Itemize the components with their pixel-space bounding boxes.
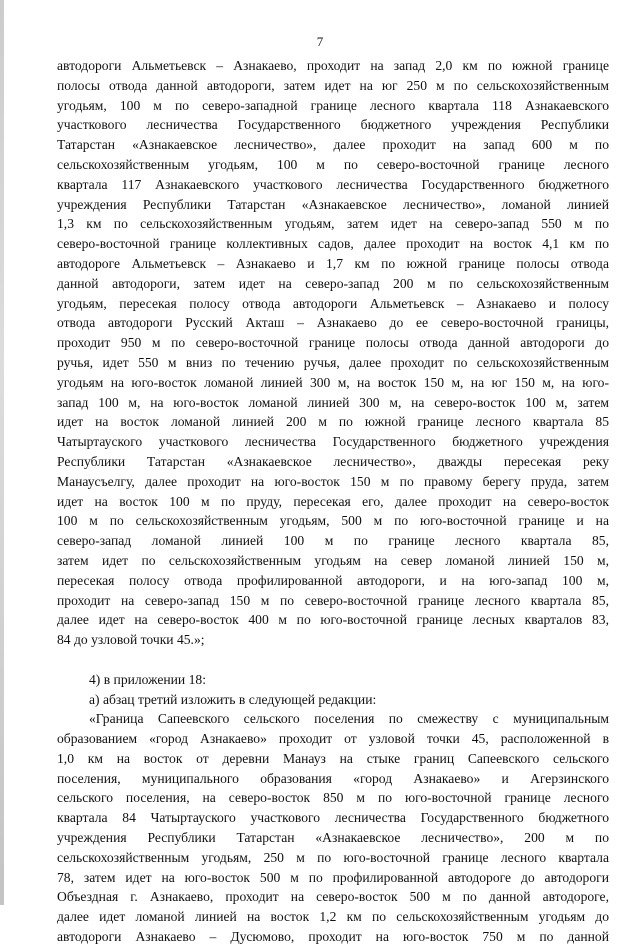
text-line: автодороги Альметьевск – Азнакаево, проходит на запад 2,0 км по южной границе bbox=[57, 58, 609, 73]
text-line: Объездная г. Азнакаево, проходит на северо-восток 500 м по данной автодороге, bbox=[57, 889, 609, 905]
text-line: отвода автодороги Русский Акташ – Азнакаево до ее северо-восточной границы, bbox=[57, 315, 609, 331]
text-line: квартала 84 Чатыртауского участкового лесничества Государственного бюджетного bbox=[57, 810, 609, 826]
text-line: автодороги Азнакаево – Дусюмово, проходит на юго-восток 750 м по данной bbox=[57, 929, 609, 945]
text-line: проходит 950 м по северо-восточной границе полосы отвода данной автодороги до bbox=[57, 335, 609, 351]
paragraph-spacer bbox=[57, 650, 609, 670]
text-line: угодьям, 100 м по северо-западной границе лесного квартала 118 Азнакаевского bbox=[57, 97, 609, 113]
text-line: идет на восток 100 м по пруду, пересекая его, далее проходит на северо-восток bbox=[57, 493, 609, 509]
text-line: ручья, идет 550 м вниз по течению ручья, далее проходит по сельскохозяйственным bbox=[57, 354, 609, 370]
text-line: автодороге Альметьевск – Азнакаево и 1,7 км по южной границе полосы отвода bbox=[57, 255, 609, 271]
paragraph-new-wording bbox=[57, 709, 609, 947]
text-line: учреждения Республики Татарстан «Азнакаевское лесничество», 200 м по bbox=[57, 830, 609, 846]
text-line: Республики Татарстан «Азнакаевское лесничество», дважды пересекая реку bbox=[57, 453, 609, 469]
text-line: сельскохозяйственным угодьям, 100 м по северо-восточной границе лесного bbox=[57, 156, 609, 172]
text-line: запад 100 м, на юго-восток ломаной линией 300 м, на северо-восток 100 м, затем bbox=[57, 394, 609, 410]
text-line: поселения, муниципального образования «город Азнакаево» и Агерзинского bbox=[57, 770, 609, 786]
body-text bbox=[57, 56, 609, 947]
text-line: 78, затем идет на юго-восток 500 м по профилированной автодороге до автодороги bbox=[57, 869, 609, 885]
list-item-4: 4) в приложении 18: bbox=[89, 671, 206, 687]
text-line: 1,0 км на восток от деревни Манауз на стыке границ Сапеевского сельского bbox=[57, 750, 609, 766]
text-line: сельскохозяйственным угодьям, 250 м по юго-восточной границе лесного квартала bbox=[57, 849, 609, 865]
text-line: идет на восток ломаной линией 200 м по южной границе лесного квартала 85 bbox=[57, 414, 609, 430]
text-line: данной автодороги, затем идет на северо-запад 200 м по сельскохозяйственным bbox=[57, 275, 609, 291]
text-line: далее идет ломаной линией на восток 1,2 км по сельскохозяйственным угодьям до bbox=[57, 909, 609, 925]
text-line: Татарстан «Азнакаевское лесничество», далее проходит на запад 600 м по bbox=[57, 137, 609, 153]
text-line: затем идет по сельскохозяйственным угодьям на север ломаной линией 150 м, bbox=[57, 552, 609, 568]
paragraph-boundary-description bbox=[57, 56, 609, 650]
text-line: Чатыртауского участкового лесничества Государственного бюджетного учреждения bbox=[57, 434, 609, 450]
text-line: Манаусъелгу, далее проходит на юго-восток 150 м по правому берегу пруда, затем bbox=[57, 473, 609, 489]
sub-item-a: а) абзац третий изложить в следующей редакции: bbox=[89, 691, 377, 707]
text-line: «Граница Сапеевского сельского поселения по смежеству с муниципальным bbox=[89, 711, 609, 727]
text-line: сельского поселения, на северо-восток 850 м по юго-восточной границе лесного bbox=[57, 790, 609, 806]
text-line: образованием «город Азнакаево» проходит от узловой точки 45, расположенной в bbox=[57, 731, 609, 747]
text-line: пересекая полосу отвода профилированной автодороги, и на юго-запад 100 м, bbox=[57, 572, 609, 588]
text-line: 100 м по сельскохозяйственным угодьям, 500 м по юго-восточной границе и на bbox=[57, 513, 609, 529]
text-line: далее идет на северо-восток 400 м по юго-восточной границе лесных кварталов 83, bbox=[57, 612, 609, 628]
text-line: участкового лесничества Государственного бюджетного учреждения Республики bbox=[57, 117, 609, 133]
text-line: северо-восточной границе коллективных садов, далее проходит на восток 4,1 км по bbox=[57, 236, 609, 252]
page-number: 7 bbox=[316, 34, 324, 49]
scan-edge-shadow bbox=[0, 0, 4, 905]
text-line: учреждения Республики Татарстан «Азнакаевское лесничество», ломаной линией bbox=[57, 196, 609, 212]
text-line: квартала 117 Азнакаевского участкового лесничества Государственного бюджетного bbox=[57, 176, 609, 192]
text-line: угодьям, пересекая полосу отвода автодороги Альметьевск – Азнакаево и полосу bbox=[57, 295, 609, 311]
text-line: проходит на северо-запад 150 м по северо-восточной границе лесного квартала 85, bbox=[57, 592, 609, 608]
text-line: северо-запад ломаной линией 100 м по границе лесного квартала 85, bbox=[57, 533, 609, 549]
text-line: 84 до узловой точки 45.»; bbox=[57, 632, 205, 648]
text-line: 1,3 км по сельскохозяйственным угодьям, затем идет на северо-запад 550 м по bbox=[57, 216, 609, 232]
text-line: полосы отвода данной автодороги, затем идет на юг 250 м по сельскохозяйственным bbox=[57, 77, 609, 93]
text-line: угодьям на юго-восток ломаной линией 300 м, на восток 150 м, на юг 150 м, на юго- bbox=[57, 374, 609, 390]
